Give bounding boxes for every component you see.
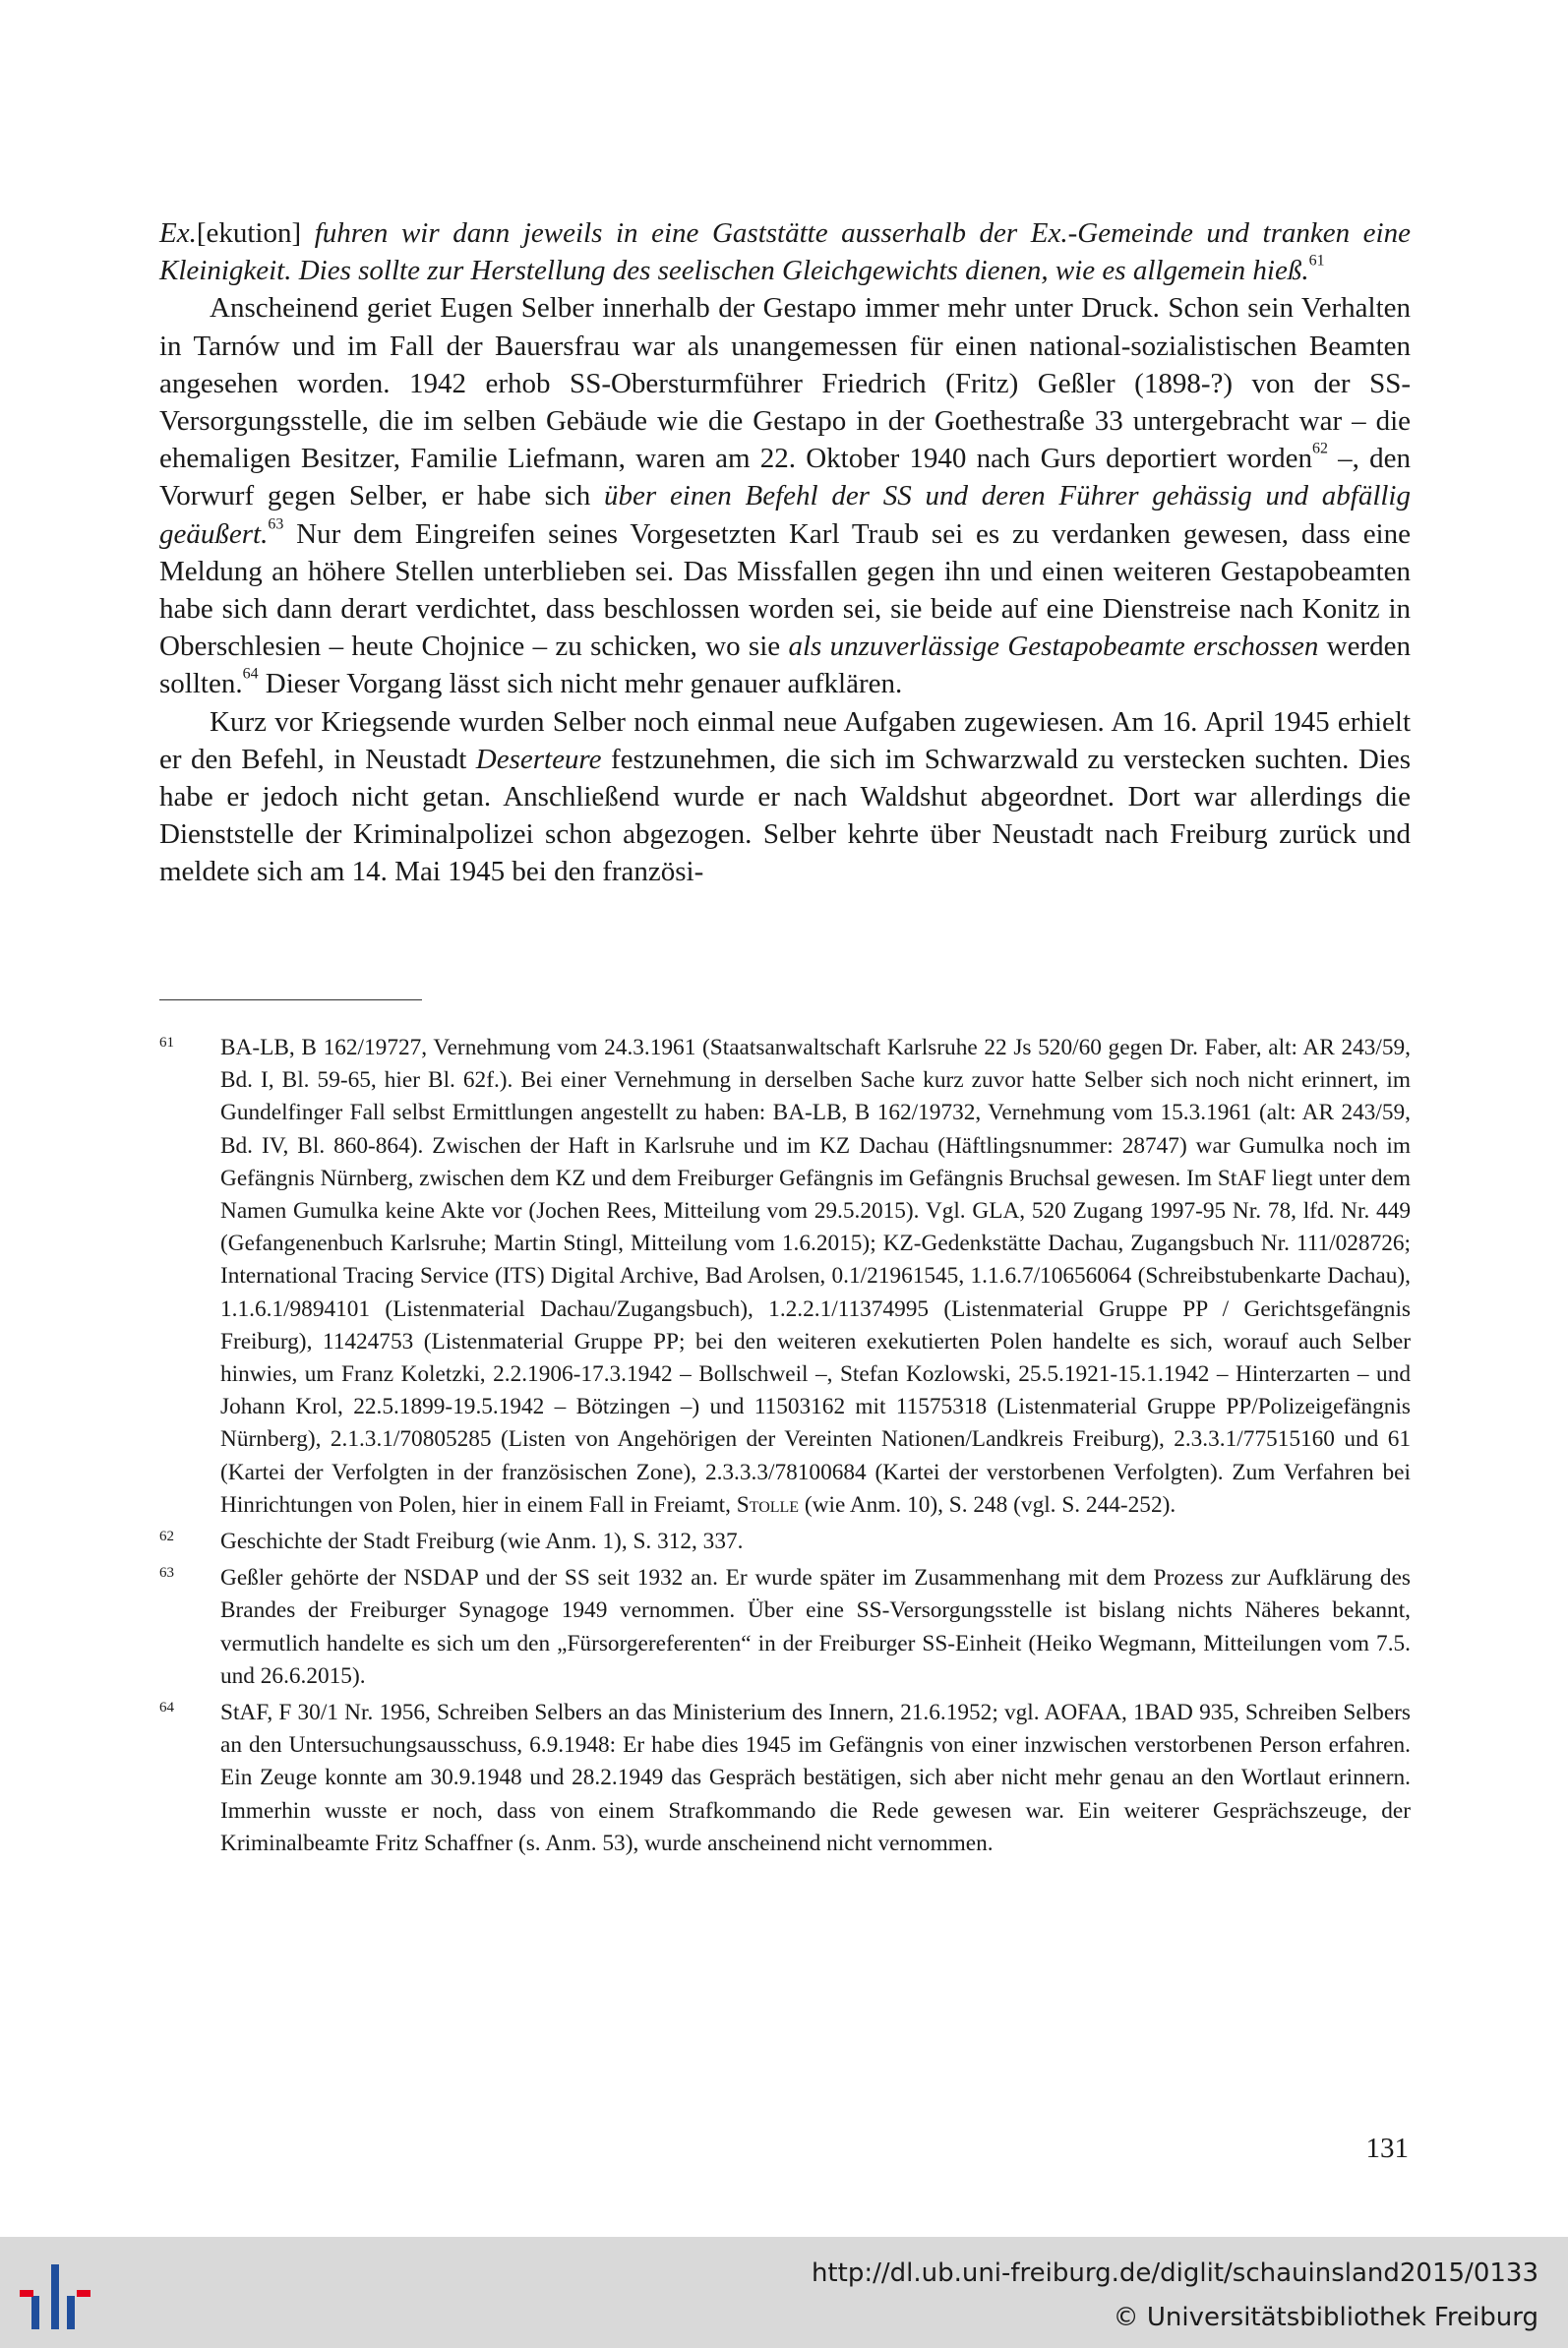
footnotes bbox=[159, 1032, 1411, 1864]
text-run: BA-LB, B 162/19727, Vernehmung vom 24.3.1961 (Staatsanwaltschaft Karlsruhe 22 Js 520/60 gegen Dr. Faber, alt: AR 243/59, Bd. I, Bl. 59-65, hier Bl. 62f.). Bei einer Vernehmung in derselben Sache kurz zuvor hatte Selber sich noch nicht erinnert, im Gundelfinger Fall selbst Ermittlungen angestellt zu haben: BA-LB, B 162/19732, Vernehmung vom 15.3.1961 (alt: AR 243/59, Bd. IV, Bl. 860-864). Zwischen der Haft in Karlsruhe und im KZ Dachau (Häftlingsnummer: 28747) war Gumulka noch im Gefängnis Nürnberg, zwischen dem KZ und dem Freiburger Gefängnis im Gefängnis Bruchsal gewesen. Im StAF liegt unter dem Namen Gumulka keine Akte vor (Jochen Rees, Mitteilung vom 29.5.2015). Vgl. GLA, 520 Zugang 1997-95 Nr. 78, lfd. Nr. 449 (Gefangenenbuch Karlsruhe; Martin Stingl, Mitteilung vom 1.6.2015); KZ-Gedenkstätte Dachau, Zugangsbuch Nr. 111/028726; International Tracing Service (ITS) Digital Archive, Bad Arolsen, 0.1/21961545, 1.1.6.7/10656064 (Schreibstubenkarte Dachau), 1.1.6.1/9894101 (Listenmaterial Dachau/Zugangsbuch), 1.2.2.1/11374995 (Listenmaterial Gruppe PP / Gerichtsgefängnis Freiburg), 11424753 (Listenmaterial Gruppe PP; bei den weiteren exekutierten Polen handelte es sich, worauf auch Selber hinwies, um Franz Koletzki, 2.2.1906-17.3.1942 – Bollschweil –, Stefan Kozlowski, 25.5.1921-15.1.1942 – Hinterzarten – und Johann Krol, 22.5.1899-19.5.1942 – Bötzingen –) und 11503162 mit 11575318 (Listenmaterial Gruppe PP/Polizeigefängnis Nürnberg), 2.1.3.1/70805285 (Listen von Angehörigen der Vereinten Nationen/Landkreis Freiburg), 2.3.3.1/77515160 und 61 (Kartei der Verfolgten in der französischen Zone), 2.3.3.3/78100684 (Kartei der verstorbenen Verfolgten). Zum Verfahren bei Hinrichtungen von Polen, hier in einem Fall in Freiamt, bbox=[220, 1035, 1411, 1518]
footnote-text: Geschichte der Stadt Freiburg (wie Anm. 1), S. 312, 337. bbox=[220, 1529, 744, 1555]
footnote-number: 64 bbox=[159, 1700, 174, 1716]
paragraph-1 bbox=[159, 214, 1411, 289]
text-run: Kurz vor Kriegsende wurden Selber noch einmal neue Aufgaben zugewiesen. Am 16. April 1945 erhielt er den Befehl, in Neustadt bbox=[159, 705, 1411, 775]
footnote-ref[interactable]: 64 bbox=[242, 666, 259, 684]
footnote-64 bbox=[159, 1697, 1411, 1860]
footnote-text: Geßler gehörte der NSDAP und der SS seit 1932 an. Er wurde später im Zusammenhang mit dem Prozess zur Aufklärung des Brandes der Freiburger Synagoge 1949 vernommen. Über eine SS-Versorgungsstelle ist bislang nichts Näheres bekannt, vermutlich handelte es sich um den „Fürsorgereferenten“ in der Freiburger SS-Einheit (Heiko Wegmann, Mitteilungen vom 7.5. und 26.6.2015). bbox=[220, 1565, 1411, 1689]
main-text bbox=[159, 214, 1411, 891]
footer-bar bbox=[0, 2237, 1568, 2348]
text-run: über einen Befehl der SS und deren Führer gehässig und abfällig geäußert. bbox=[159, 480, 1411, 550]
paragraph-3 bbox=[159, 703, 1411, 891]
footnote-ref[interactable]: 63 bbox=[268, 515, 284, 533]
footnote-text bbox=[220, 1032, 1411, 1522]
footnote-number: 62 bbox=[159, 1529, 174, 1545]
footnote-ref[interactable]: 62 bbox=[1312, 440, 1328, 457]
text-run: Deserteure bbox=[475, 743, 602, 775]
author-small-caps: Stolle bbox=[736, 1491, 800, 1518]
footnote-separator bbox=[159, 999, 422, 1000]
text-run: (wie Anm. 10), S. 248 (vgl. S. 244-252). bbox=[799, 1491, 1176, 1518]
ub-freiburg-logo-icon bbox=[18, 2257, 96, 2333]
footnote-62 bbox=[159, 1526, 1411, 1558]
text-run: Nur dem Eingreifen seines Vorgesetzten Karl Traub sei es zu verdanken gewesen, dass eine Meldung an höhere Stellen unterblieben sei. Das Missfallen gegen ihn und einen weiteren Gestapobeamten habe sich dann derart verdichtet, dass beschlossen worden sei, sie beide auf eine Dienstreise nach Konitz in Oberschlesien – heute Chojnice – zu schicken, wo sie bbox=[159, 517, 1411, 663]
footnote-ref[interactable]: 61 bbox=[1308, 252, 1325, 270]
text-run: –, den Vorwurf gegen Selber, er habe sich bbox=[159, 443, 1411, 512]
footnote-number: 61 bbox=[159, 1035, 174, 1051]
page-number: 131 bbox=[1365, 2133, 1409, 2164]
text-run: Anscheinend geriet Eugen Selber innerhalb der Gestapo immer mehr unter Druck. Schon sein Verhalten in Tarnów und im Fall der Bauersfrau war als unangemessen für einen national-sozialistischen Beamten angesehen worden. 1942 erhob SS-Obersturmführer Friedrich (Fritz) Geßler (1898-?) von der SS-Versorgungsstelle, die im selben Gebäude wie die Gestapo in der Goethestraße 33 untergebracht war – die ehemaligen Besitzer, Familie Liefmann, waren am 22. Oktober 1940 nach Gurs deportiert worden bbox=[159, 292, 1411, 475]
footnote-text: StAF, F 30/1 Nr. 1956, Schreiben Selbers an das Ministerium des Innern, 21.6.1952; vgl. AOFAA, 1BAD 935, Schreiben Selbers an den Untersuchungsausschuss, 6.9.1948: Er habe dies 1945 im Gefängnis von einer inzwischen verstorbenen Person erfahren. Ein Zeuge konnte am 30.9.1948 und 28.2.1949 das Gespräch bestätigen, sich aber nicht mehr genau an den Wortlaut erinnern. Immerhin wusste er noch, dass von einem Strafkommando die Rede gewesen war. Ein weiterer Gesprächszeuge, der Kriminalbeamte Fritz Schaffner (s. Anm. 53), wurde anscheinend nicht vernommen. bbox=[220, 1700, 1411, 1856]
text-run: festzunehmen, die sich im Schwarzwald zu verstecken suchten. Dies habe er jedoch nicht getan. Anschließend wurde er nach Waldshut abgeordnet. Dort war allerdings die Dienststelle der Kriminalpolizei schon abgezogen. Selber kehrte über Neustadt nach Freiburg zurück und meldete sich am 14. Mai 1945 bei den französi- bbox=[159, 743, 1412, 888]
footnote-61 bbox=[159, 1032, 1411, 1522]
text-run: Dieser Vorgang lässt sich nicht mehr genauer aufklären. bbox=[258, 668, 903, 700]
text-run: fuhren wir dann jeweils in eine Gaststätte ausserhalb der Ex.-Gemeinde und tranken eine Kleinigkeit. Dies sollte zur Herstellung des seelischen Gleichgewichts dienen, wie es allgemein hieß. bbox=[159, 217, 1411, 287]
footnote-63 bbox=[159, 1562, 1411, 1693]
text-run: werden sollten. bbox=[159, 631, 1411, 700]
paragraph-2 bbox=[159, 289, 1411, 702]
footnote-number: 63 bbox=[159, 1565, 174, 1582]
copyright-notice: © Universitätsbibliothek Freiburg bbox=[1113, 2303, 1538, 2332]
text-run: Ex. bbox=[159, 217, 197, 249]
document-url[interactable]: http://dl.ub.uni-freiburg.de/diglit/schauinsland2015/0133 bbox=[811, 2258, 1538, 2288]
text-run: als unzuverlässige Gestapobeamte erschossen bbox=[788, 631, 1319, 663]
text-run: [ekution] bbox=[196, 217, 315, 249]
